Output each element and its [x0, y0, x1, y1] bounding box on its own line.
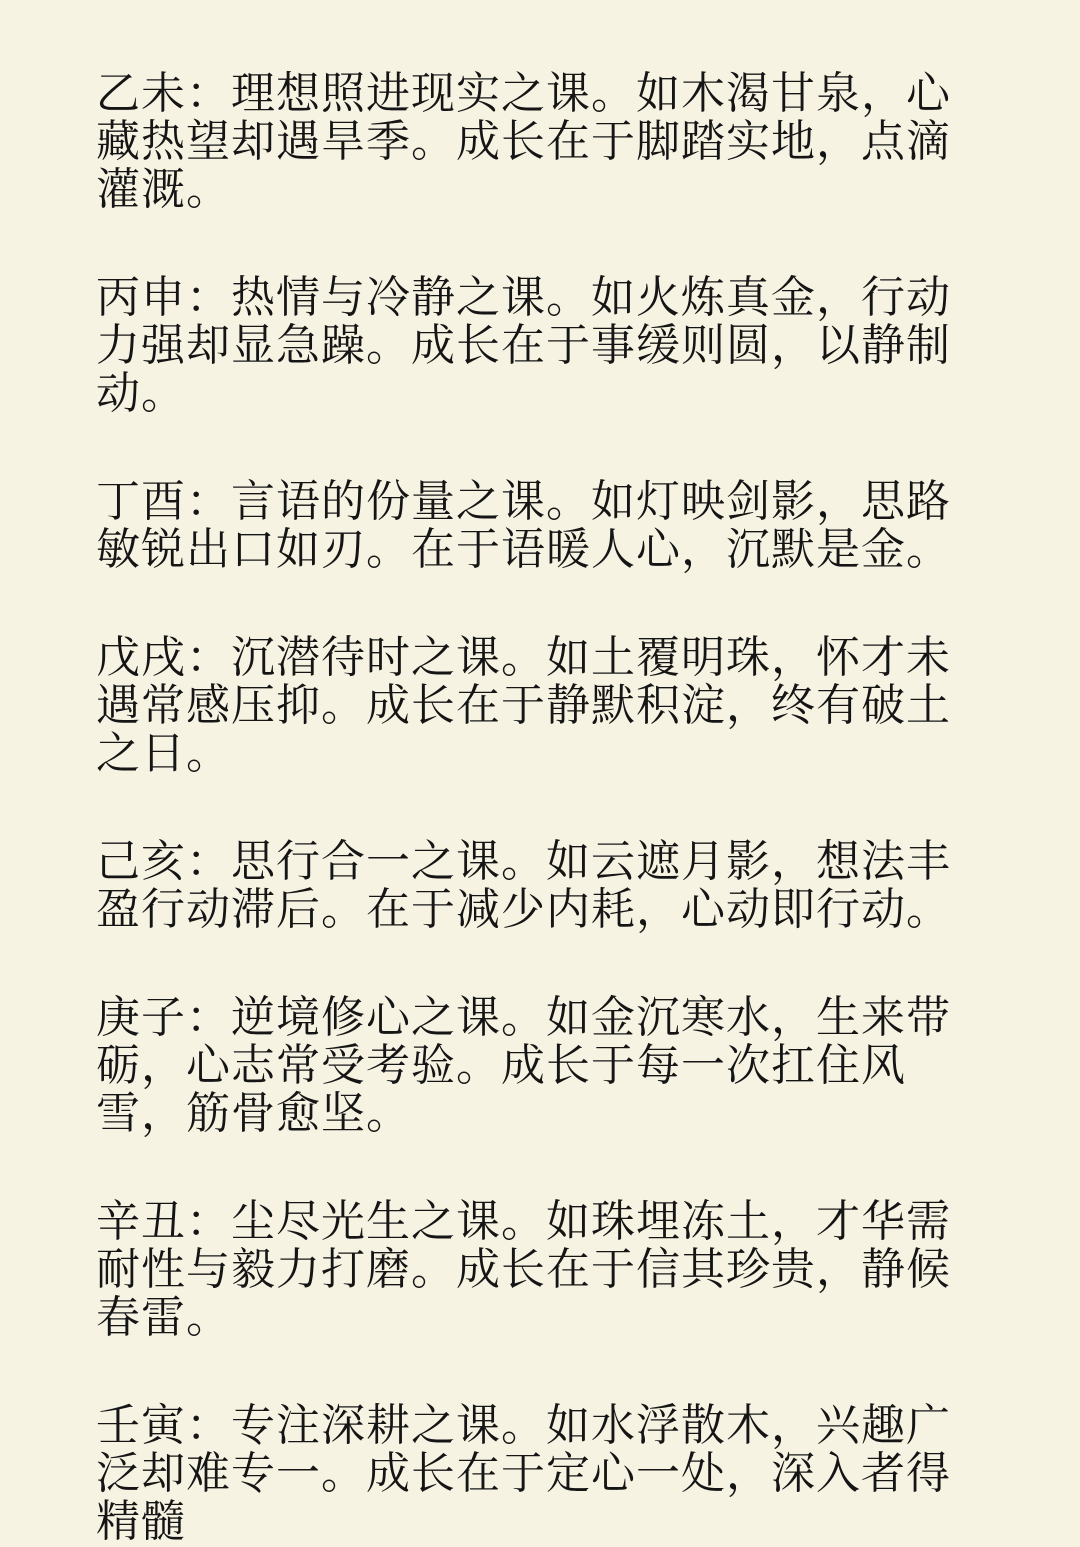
- lesson-bingshen: 丙申：热情与冷静之课。如火炼真金，行动力强却显急躁。成长在于事缓则圆，以静制动。: [96, 272, 951, 419]
- lesson-jihai: 己亥：思行合一之课。如云遮月影，想法丰盈行动滞后。在于减少内耗，心动即行动。: [96, 836, 951, 935]
- lesson-renyin: 壬寅：专注深耕之课。如水浮散木，兴趣广泛却难专一。成长在于定心一处，深入者得精髓: [96, 1400, 951, 1547]
- lesson-list: [96, 70, 988, 1546]
- lesson-xinchou: 辛丑：尘尽光生之课。如珠埋冻土，才华需耐性与毅力打磨。成长在于信其珍贵，静候春雷。: [96, 1196, 951, 1343]
- lesson-wuxu: 戊戌：沉潜待时之课。如土覆明珠，怀才未遇常感压抑。成长在于静默积淀，终有破土之日。: [96, 632, 951, 779]
- lesson-yiwei: 乙未：理想照进现实之课。如木渴甘泉，心藏热望却遇旱季。成长在于脚踏实地，点滴灌溉。: [96, 68, 951, 215]
- lesson-gengzi: 庚子：逆境修心之课。如金沉寒水，生来带砺，心志常受考验。成长于每一次扛住风雪，筋骨愈坚。: [96, 992, 951, 1139]
- lesson-dingyou: 丁酉：言语的份量之课。如灯映剑影，思路敏锐出口如刃。在于语暖人心，沉默是金。: [96, 476, 951, 575]
